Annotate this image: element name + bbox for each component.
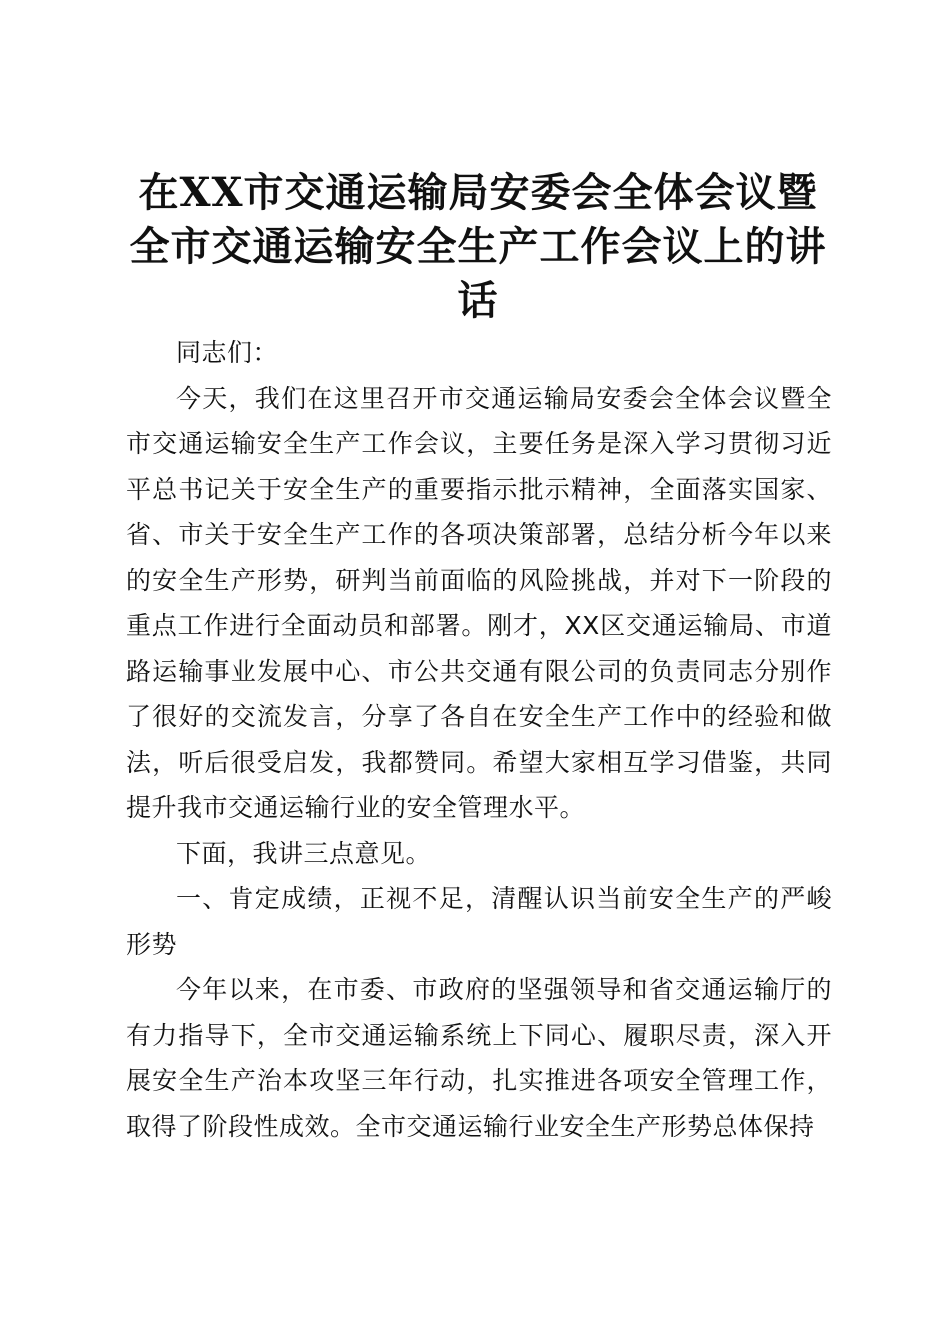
title-line-3: 话 bbox=[457, 277, 499, 324]
transition-paragraph: 下面，我讲三点意见。 bbox=[176, 838, 432, 868]
salutation: 同志们： bbox=[176, 338, 279, 367]
section-heading-1: 一、肯定成绩，正视不足，清醒认识当前安全生产的严峻形势 bbox=[126, 884, 832, 959]
document-title bbox=[118, 166, 838, 328]
section-1-paragraph: 今年以来，在市委、市政府的坚强领导和省交通运输厅的有力指导下，全市交通运输系统上下同心、履职尽责，深入开展安全生产治本攻坚三年行动，扎实推进各项安全管理工作，取得了阶段性成效。全市交通运输行业安全生产形势总体保持 bbox=[126, 975, 832, 1141]
opening-paragraph: 今天，我们在这里召开市交通运输局安委会全体会议暨全市交通运输安全生产工作会议，主要任务是深入学习贯彻习近平总书记关于安全生产的重要指示批示精神，全面落实国家、省、市关于安全生产工作的各项决策部署，总结分析今年以来的安全生产形势，研判当前面临的风险挑战，并对下一阶段的重点工作进行全面动员和部署。刚才，XX区交通运输局、市道路运输事业发展中心、市公共交通有限公司的负责同志分别作了很好的交流发言，分享了各自在安全生产工作中的经验和做法，听后很受启发，我都赞同。希望大家相互学习借鉴，共同提升我市交通运输行业的安全管理水平。 bbox=[126, 383, 832, 822]
title-line-2: 全市交通运输安全生产工作会议上的讲 bbox=[129, 223, 827, 270]
document-body bbox=[126, 330, 832, 1149]
title-line-1: 在XX市交通运输局安委会全体会议暨 bbox=[138, 169, 818, 216]
